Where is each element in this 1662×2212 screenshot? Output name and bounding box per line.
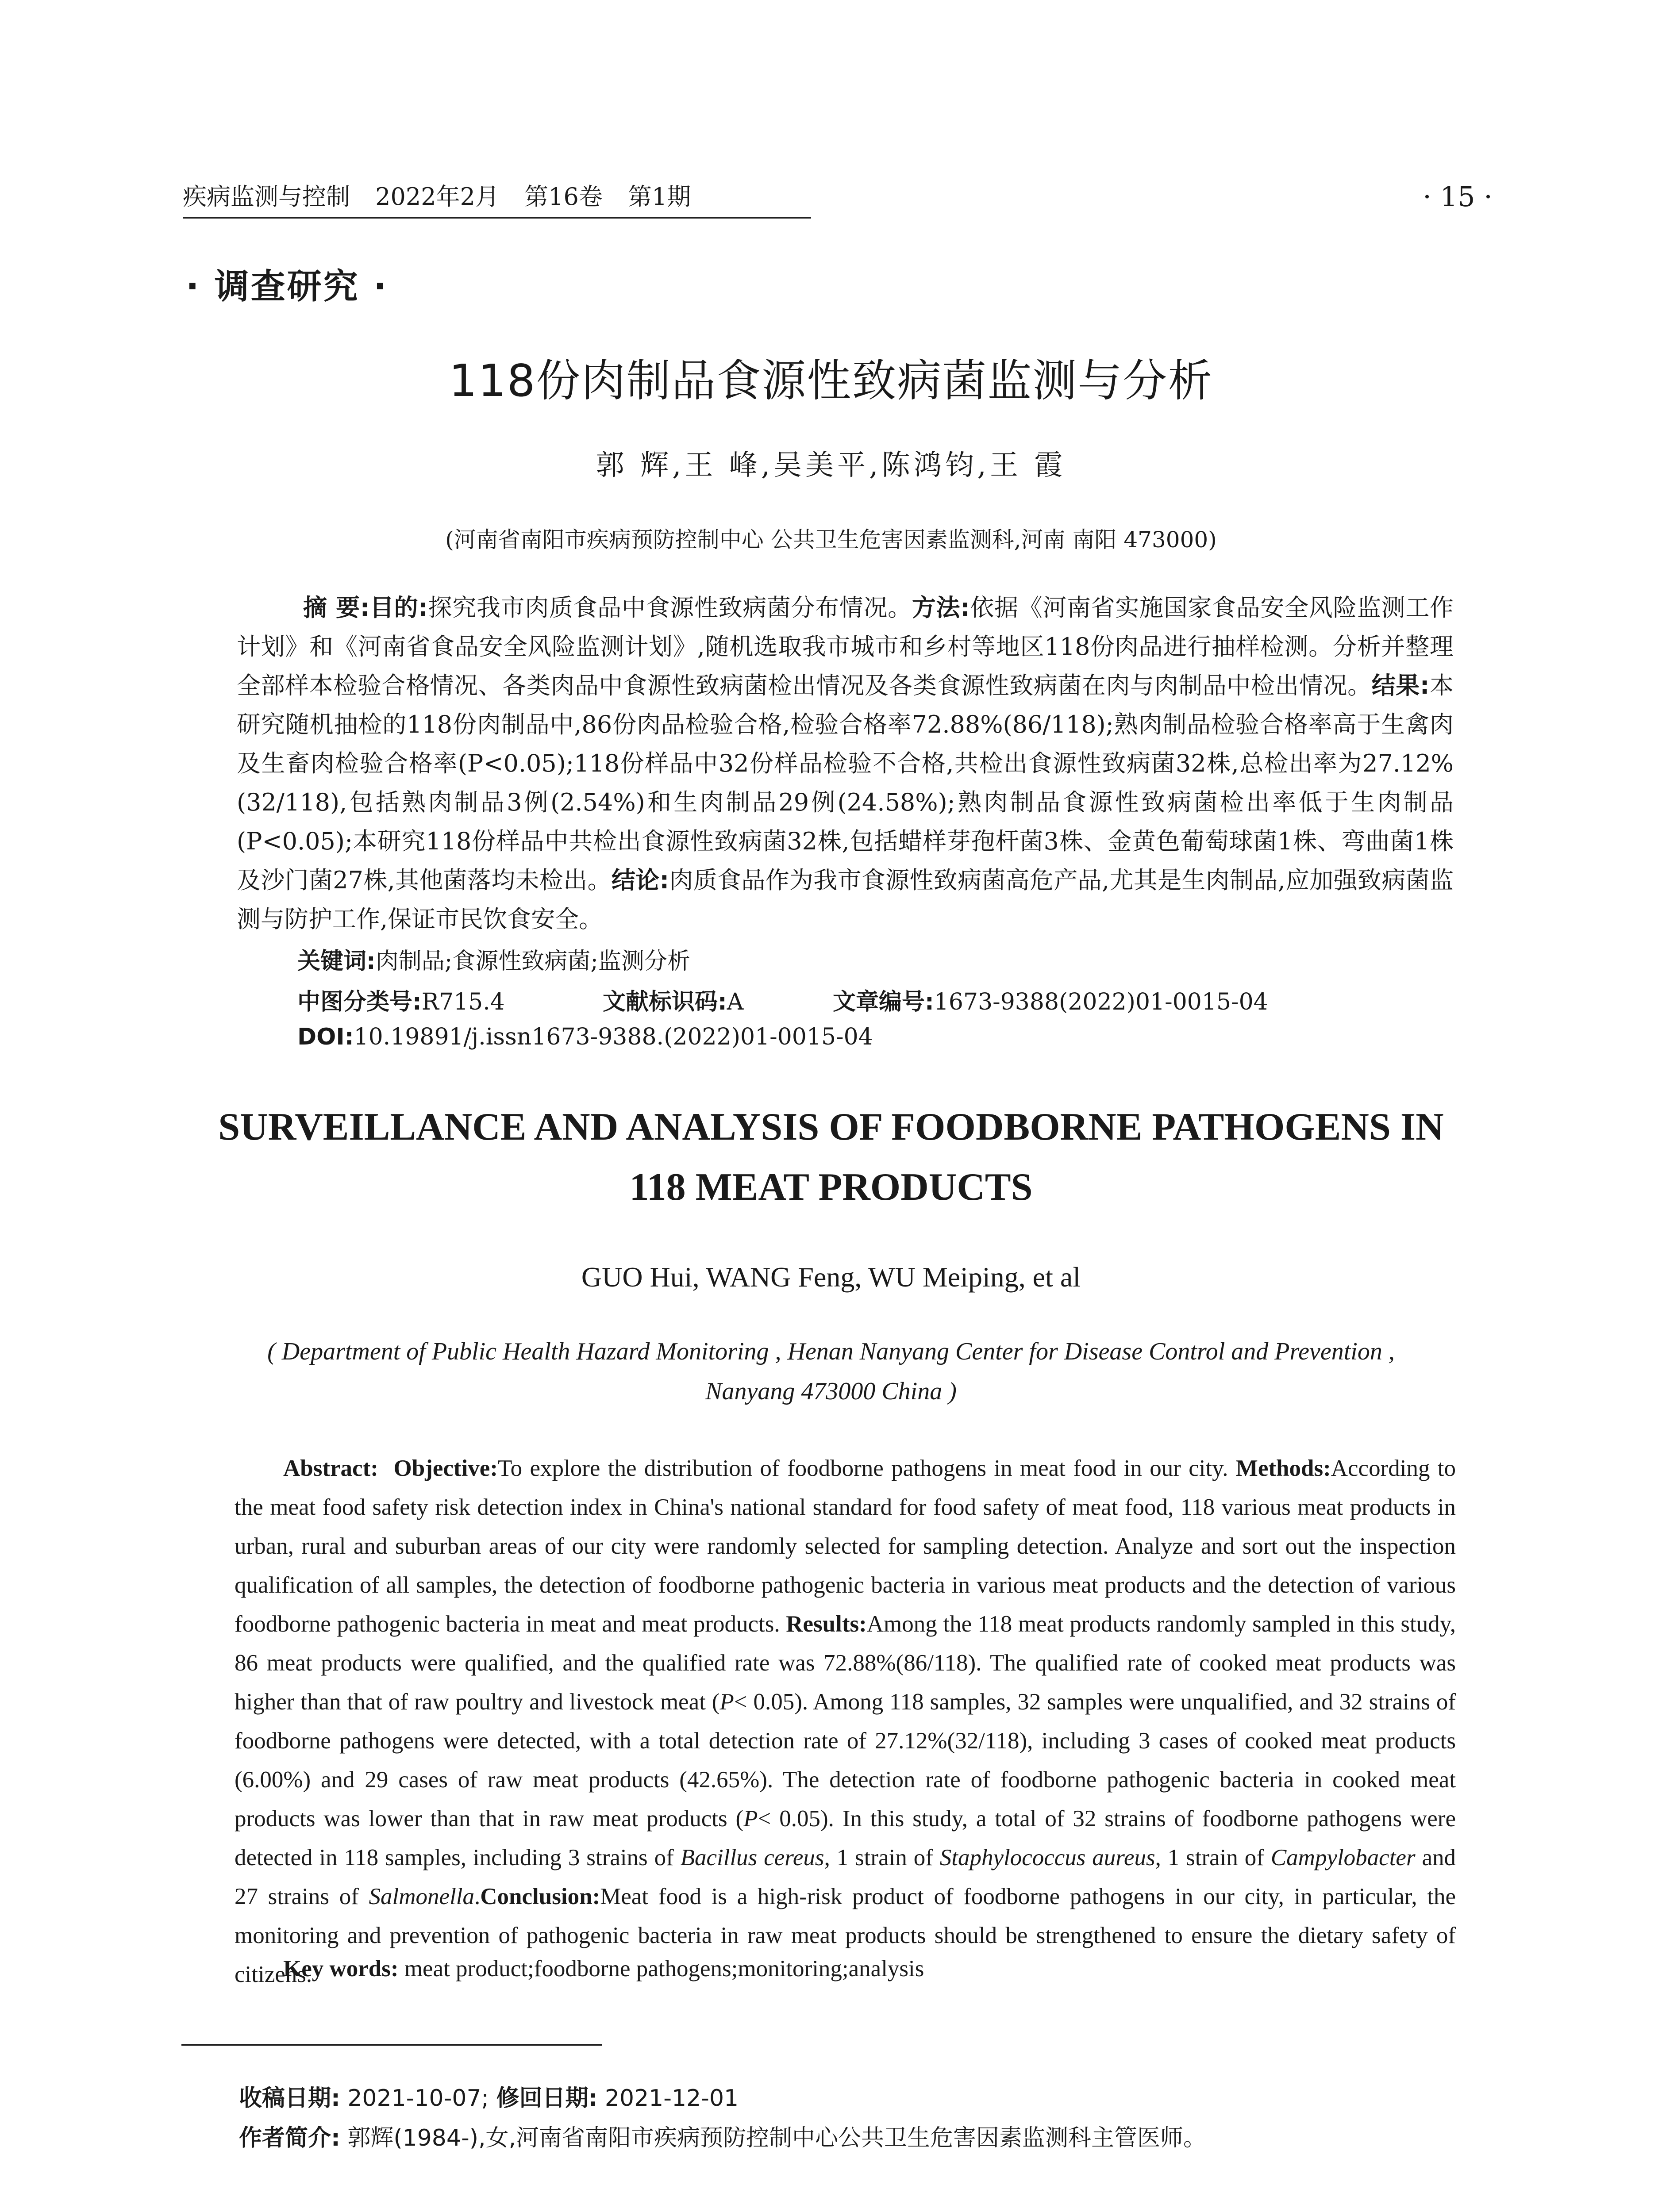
keywords-en-value: meat product;foodborne pathogens;monitoring;analysis [404,1956,924,1982]
abstract-cn-body [237,588,1454,939]
running-header [183,177,811,219]
received-label: 收稿日期: [239,2085,340,2112]
abstract-en-body [235,1449,1456,1994]
p-symbol: P [743,1806,758,1832]
title-en [0,1097,1662,1217]
p-symbol: P [719,1689,734,1715]
doc-code [603,983,743,1016]
abstract-en-label: Abstract: [283,1455,378,1481]
affiliation-en-line2: Nanyang 473000 China ) [705,1378,957,1405]
keywords-cn [297,942,690,975]
volume: 第16卷 [524,183,603,211]
results-cn-label: 结果: [1371,672,1430,699]
authors-cn: 郭 辉,王 峰,吴美平,陈鸿钧,王 霞 [596,449,1066,482]
affiliation-en-line1: ( Department of Public Health Hazard Monitoring , Henan Nanyang Center for Disease Control and Prevention , [267,1338,1395,1365]
article-label: 文章编号: [833,989,934,1015]
results-en-b: < 0.05). Among 118 samples, 32 samples were unqualified, and 32 strains of foodborne pathogens were detected, with a total detection rate of 27.12%(32/118), including 3 cases of cooked meat products (6.00%) and 29 cases of raw meat products (42.65%). The detection rate of foodborne pathogenic bacteria in cooked meat products was lower than that in raw meat products ( [235,1689,1456,1832]
revised-label: 修回日期: [496,2085,598,2112]
doi-label: DOI: [297,1024,354,1050]
conclusion-en: Meat food is a high-risk product of foodborne pathogens in our city, in particular, the monitoring and prevention of pathogenic bacteria in raw meat products should be strengthened to ensure the dietary safety of citizens. [235,1884,1456,1987]
results-en-f: and 27 strains of [235,1845,1456,1909]
results-en-e: , 1 strain of [1155,1845,1271,1870]
abstract-en [235,1449,1456,1994]
objective-en: To explore the distribution of foodborne pathogens in meat food in our city. [497,1455,1236,1481]
results-en-d: , 1 strain of [824,1845,940,1870]
conclusion-cn: 肉质食品作为我市食源性致病菌高危产品,尤其是生肉制品,应加强致病菌监测与防护工作,保证市民饮食安全。 [237,866,1454,933]
authors-en: GUO Hui, WANG Feng, WU Meiping, et al [581,1261,1081,1293]
journal-name: 疾病监测与控制 [183,183,350,211]
issue: 第1期 [628,183,691,211]
abstract-cn [237,588,1454,939]
methods-cn: 依据《河南省实施国家食品安全风险监测工作计划》和《河南省食品安全风险监测计划》,随机选取我市城市和乡村等地区118份肉品进行抽样检测。分析并整理全部样本检验合格情况、各类肉品中食源性致病菌检出情况及各类食源性致病菌在肉与肉制品中检出情况。 [237,594,1454,699]
species-name: Salmonella [369,1884,475,1909]
conclusion-en-label: Conclusion: [480,1884,600,1909]
results-cn: 本研究随机抽检的118份肉制品中,86份肉品检验合格,检验合格率72.88%(86/118);熟肉制品检验合格率高于生禽肉及生畜肉检验合格率(P<0.05);118份样品中32份样品检验不合格,共检出食源性致病菌32株,总检出率为27.12%(32/118),包括熟肉制品3例(2.54%)和生肉制品29例(24.58%);熟肉制品食源性致病菌检出率低于生肉制品(P<0.05);本研究118份样品中共检出食源性致病菌32株,包括蜡样芽孢杆菌3株、金黄色葡萄球菌1株、弯曲菌1株及沙门菌27株,其他菌落均未检出。 [237,672,1454,894]
keywords-en [283,1955,924,1982]
bio-text: 郭辉(1984-),女,河南省南阳市疾病预防控制中心公共卫生危害因素监测科主管医师。 [347,2125,1207,2151]
results-en-c: < 0.05). In this study, a total of 32 strains of foodborne pathogens were detected in 118 samples, including 3 strains of [235,1806,1456,1870]
column-tag: · 调查研究 · [186,267,389,307]
results-en-a: Among the 118 meat products randomly sampled in this study, 86 meat products were qualified, and the qualified rate was 72.88%(86/118). The qualified rate of cooked meat products was higher than that of raw poultry and livestock meat ( [235,1611,1456,1715]
objective-cn-label: 目的: [369,594,428,622]
footnote-divider [181,2044,602,2046]
results-en-label: Results: [786,1611,867,1637]
title-en-line1: SURVEILLANCE AND ANALYSIS OF FOODBORNE PATHOGENS IN [218,1106,1444,1148]
keywords-en-label: Key words: [283,1956,399,1982]
revised-date: 2021-12-01 [604,2085,739,2112]
objective-cn: 探究我市肉质食品中食源性致病菌分布情况。 [427,594,912,622]
doi-value: 10.19891/j.issn1673-9388.(2022)01-0015-04 [354,1024,873,1050]
doi-line [297,1024,873,1050]
clc-code [297,983,505,1016]
classification-line [297,983,1315,1014]
species-name: Staphylococcus aureus [939,1845,1155,1870]
affiliation-en [0,1332,1662,1411]
species-name: Bacillus cereus [680,1845,824,1870]
article-number [833,983,1268,1016]
clc-value: R715.4 [421,989,505,1015]
methods-cn-label: 方法: [912,594,970,622]
author-bio [239,2119,1206,2152]
conclusion-cn-label: 结论: [611,866,669,894]
received-dates [239,2079,739,2112]
issue-date: 2022年2月 [375,183,499,211]
abstract-cn-label: 摘 要: [303,594,370,622]
bio-label: 作者简介: [239,2125,340,2151]
objective-en-label: Objective: [393,1455,498,1481]
article-value: 1673-9388(2022)01-0015-04 [934,989,1268,1015]
affiliation-cn: (河南省南阳市疾病预防控制中心 公共卫生危害因素监测科,河南 南阳 473000) [445,527,1217,553]
page-number: · 15 · [1423,180,1493,213]
keywords-cn-label: 关键词: [297,948,376,975]
title-cn: 118份肉制品食源性致病菌监测与分析 [449,355,1213,407]
keywords-cn-value: 肉制品;食源性致病菌;监测分析 [375,948,690,975]
doc-value: A [727,989,744,1015]
clc-label: 中图分类号: [297,989,422,1015]
doc-label: 文献标识码: [603,989,727,1015]
results-en-g: . [474,1884,481,1909]
methods-en: According to the meat food safety risk detection index in China's national standard for food safety of meat food, 118 various meat products in urban, rural and suburban areas of our city were randomly selected for sampling detection. Analyze and sort out the inspection qualification of all samples, the detection of foodborne pathogenic bacteria in various meat products and the detection of various foodborne pathogenic bacteria in meat and meat products. [235,1455,1456,1637]
title-en-line2: 118 MEAT PRODUCTS [629,1166,1033,1209]
methods-en-label: Methods: [1235,1455,1331,1481]
species-name: Campylobacter [1270,1845,1416,1870]
received-date: 2021-10-07; [347,2085,489,2112]
